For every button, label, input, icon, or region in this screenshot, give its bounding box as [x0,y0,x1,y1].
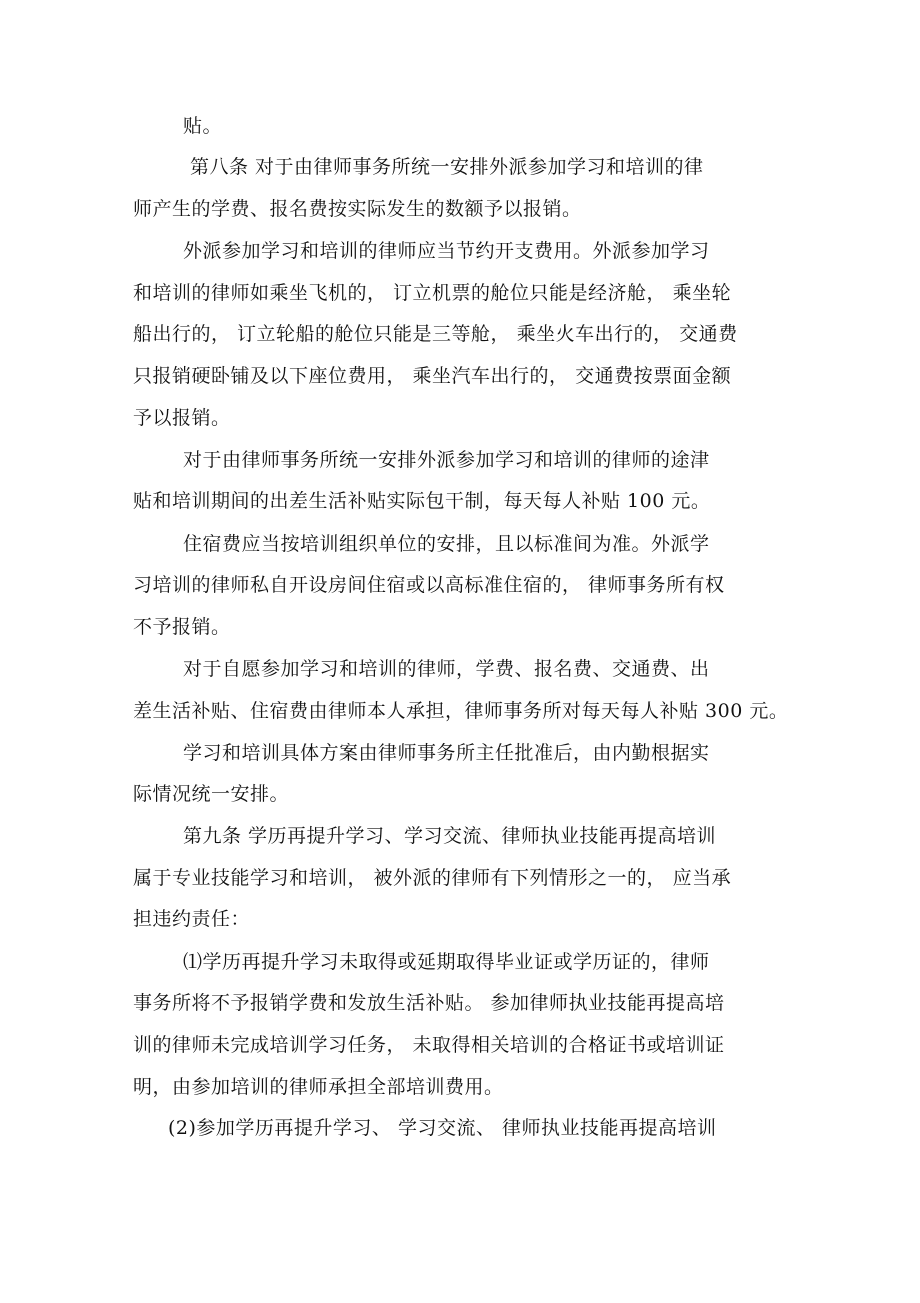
text-line: 和培训的律师如乘坐飞机的， 订立机票的舱位只能是经济舱， 乘坐轮 [133,282,732,304]
text-line: 差生活补贴、住宿费由律师本人承担，律师事务所对每天每人补贴 300 元。 [133,700,789,722]
text-line: 贴和培训期间的出差生活补贴实际包干制，每天每人补贴 100 元。 [133,490,711,512]
text-line: 只报销硬卧铺及以下座位费用， 乘坐汽车出行的， 交通费按票面金额 [133,365,732,387]
text-line: 事务所将不予报销学费和发放生活补贴。 参加律师执业技能再提高培 [133,992,725,1014]
text-line: 训的律师未完成培训学习任务， 未取得相关培训的合格证书或培训证 [133,1034,725,1056]
text-line: 学习和培训具体方案由律师事务所主任批准后，由内勤根据实 [183,742,710,764]
text-line: 贴。 [183,115,223,137]
text-line: 住宿费应当按培训组织单位的安排，且以标准间为准。外派学 [183,533,710,555]
text-line: ⑴学历再提升学习未取得或延期取得毕业证或学历证的，律师 [183,951,710,973]
text-line: (2)参加学历再提升学习、 学习交流、 律师执业技能再提高培训 [168,1117,717,1139]
text-line: 明，由参加培训的律师承担全部培训费用。 [133,1076,504,1098]
text-line: 师产生的学费、报名费按实际发生的数额予以报销。 [133,198,582,220]
text-line: 第八条 对于由律师事务所统一安排外派参加学习和培训的律 [190,156,704,178]
text-line: 外派参加学习和培训的律师应当节约开支费用。外派参加学习 [183,240,710,262]
text-line: 担违约责任： [133,908,251,930]
text-line: 船出行的， 订立轮船的舱位只能是三等舱， 乘坐火车出行的， 交通费 [133,323,738,345]
text-line: 习培训的律师私自开设房间住宿或以高标准住宿的， 律师事务所有权 [133,574,725,596]
text-line: 第九条 学历再提升学习、学习交流、律师执业技能再提高培训 [183,825,717,847]
text-line: 予以报销。 [133,407,231,429]
text-line: 属于专业技能学习和培训， 被外派的律师有下列情形之一的， 应当承 [133,867,732,889]
text-line: 对于自愿参加学习和培训的律师，学费、报名费、交通费、出 [183,658,710,680]
text-line: 际情况统一安排。 [133,783,290,805]
text-line: 不予报销。 [133,616,231,638]
text-line: 对于由律师事务所统一安排外派参加学习和培训的律师的途津 [183,449,710,471]
